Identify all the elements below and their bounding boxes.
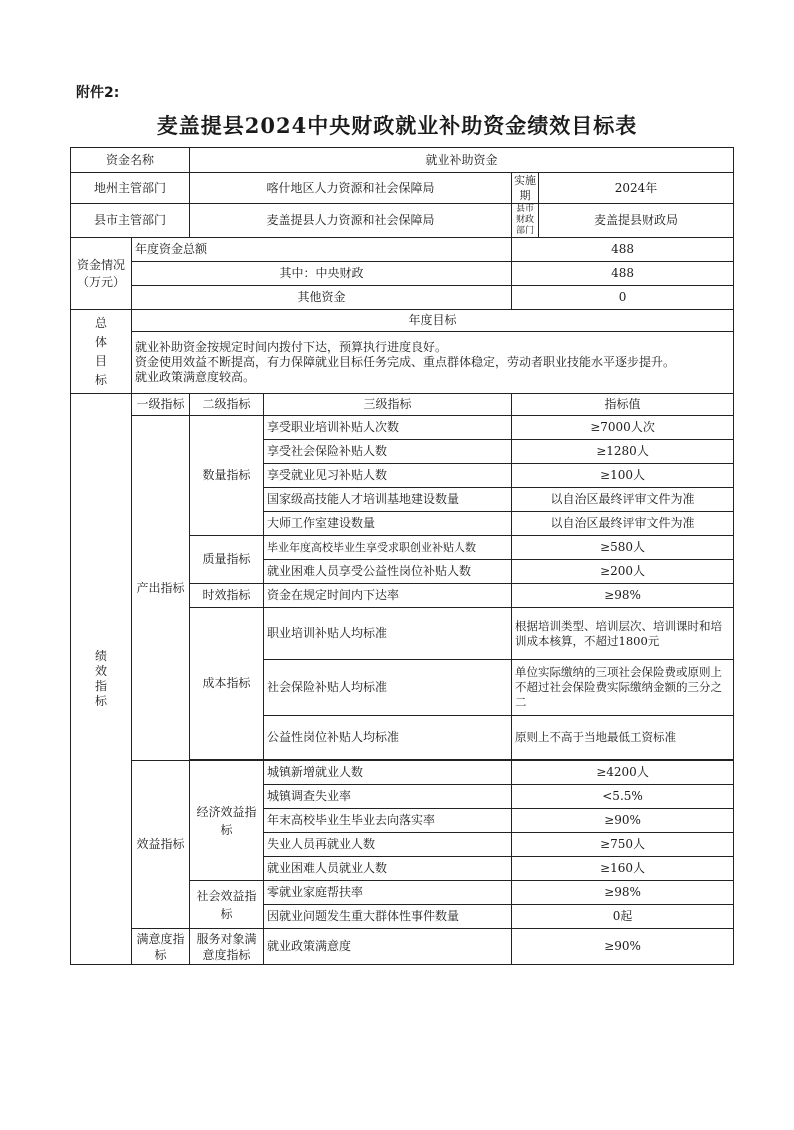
county-dept-value: 麦盖提县人力资源和社会保障局: [190, 204, 512, 238]
indicator-value: 0起: [512, 905, 734, 929]
indicator-value: ≥98%: [512, 584, 734, 608]
indicator-value: ≥98%: [512, 881, 734, 905]
indicator-value: ≥200人: [512, 560, 734, 584]
indicator-value: ≥90%: [512, 929, 734, 965]
indicator-name: 毕业年度高校毕业生享受求职创业补贴人数: [264, 536, 512, 560]
indicator-name: 零就业家庭帮扶率: [264, 881, 512, 905]
output-indicator-label: 产出指标: [132, 416, 190, 761]
indicator-name: 职业培训补贴人均标准: [264, 608, 512, 660]
indicator-value: ≥7000人次: [512, 416, 734, 440]
indicator-value: ≥100人: [512, 464, 734, 488]
header-level3: 三级指标: [264, 394, 512, 416]
header-level2: 二级指标: [190, 394, 264, 416]
fund-name-label: 资金名称: [71, 148, 190, 173]
indicator-value: ≥160人: [512, 857, 734, 881]
fund-total-label: 年度资金总额: [132, 238, 512, 262]
fund-other-label: 其他资金: [132, 286, 512, 310]
quality-indicator-label: 质量指标: [190, 536, 264, 584]
goal-line: 资金使用效益不断提高，有力保障就业目标任务完成、重点群体稳定，劳动者职业技能水平逐步提升。: [135, 355, 676, 369]
satisfaction-indicator-label: 满意度指标: [132, 929, 190, 965]
indicator-value: ≥1280人: [512, 440, 734, 464]
cost-indicator-label: 成本指标: [190, 608, 264, 760]
indicator-value: 单位实际缴纳的三项社会保险费或原则上不超过社会保险费实际缴纳金额的三分之二: [512, 660, 734, 716]
county-finance-label: 县市财政部门: [512, 204, 539, 238]
row-goal-header: [71, 310, 734, 332]
indicator-value: ≥4200人: [512, 761, 734, 785]
period-value: 2024年: [539, 173, 734, 204]
prefecture-dept-value: 喀什地区人力资源和社会保障局: [190, 173, 512, 204]
overall-goal-text: [132, 332, 734, 394]
indicators-section-label: 绩效指标: [71, 394, 132, 965]
row-county-dept: [71, 204, 734, 238]
indicator-name: 因就业问题发生重大群体性事件数量: [264, 905, 512, 929]
header-level1: 一级指标: [132, 394, 190, 416]
indicator-name: 公益性岗位补贴人均标准: [264, 716, 512, 760]
indicator-name: 就业困难人员享受公益性岗位补贴人数: [264, 560, 512, 584]
county-finance-value: 麦盖提县财政局: [539, 204, 734, 238]
indicator-name: 享受社会保险补贴人数: [264, 440, 512, 464]
indicator-value: 以自治区最终评审文件为准: [512, 512, 734, 536]
header-value: 指标值: [512, 394, 734, 416]
quantity-indicator-label: 数量指标: [190, 416, 264, 536]
row-indicator-headers: [71, 394, 734, 416]
table-row: [71, 929, 734, 965]
social-indicator-label: 社会效益指标: [190, 881, 264, 929]
page-title: 麦盖提县2024中央财政就业补助资金绩效目标表: [156, 113, 638, 138]
fund-name-value: 就业补助资金: [190, 148, 734, 173]
indicator-name: 大师工作室建设数量: [264, 512, 512, 536]
benefit-indicator-label: 效益指标: [132, 761, 190, 929]
indicator-value: 原则上不高于当地最低工资标准: [512, 716, 734, 760]
indicator-name: 社会保险补贴人均标准: [264, 660, 512, 716]
indicator-value: 根据培训类型、培训层次、培训课时和培训成本核算，不超过1800元: [512, 608, 734, 660]
row-prefecture-dept: [71, 173, 734, 204]
table-row: [71, 761, 734, 785]
indicator-name: 城镇调查失业率: [264, 785, 512, 809]
funding-label: 资金情况（万元）: [71, 238, 132, 310]
service-satisfaction-label: 服务对象满意度指标: [190, 929, 264, 965]
fund-central-value: 488: [512, 262, 734, 286]
period-label: 实施期: [512, 173, 539, 204]
fund-central-label: 其中：中央财政: [132, 262, 512, 286]
timeliness-indicator-label: 时效指标: [190, 584, 264, 608]
indicator-name: 享受就业见习补贴人数: [264, 464, 512, 488]
fund-other-value: 0: [512, 286, 734, 310]
indicator-name: 年末高校毕业生毕业去向落实率: [264, 809, 512, 833]
table-row: [71, 416, 734, 440]
overall-goal-label: 总体目标: [71, 310, 132, 394]
indicator-name: 国家级高技能人才培训基地建设数量: [264, 488, 512, 512]
indicator-name: 就业政策满意度: [264, 929, 512, 965]
indicator-value: ≥90%: [512, 809, 734, 833]
indicator-value: <5.5%: [512, 785, 734, 809]
goal-line: 就业补助资金按规定时间内拨付下达，预算执行进度良好。: [135, 340, 448, 354]
overall-goal-header: 年度目标: [132, 310, 734, 332]
prefecture-dept-label: 地州主管部门: [71, 173, 190, 204]
performance-table: [70, 147, 734, 965]
indicator-name: 失业人员再就业人数: [264, 833, 512, 857]
county-dept-label: 县市主管部门: [71, 204, 190, 238]
row-fund-total: [71, 238, 734, 262]
row-fund-central: [71, 262, 734, 286]
indicator-name: 资金在规定时间内下达率: [264, 584, 512, 608]
indicator-name: 享受职业培训补贴人次数: [264, 416, 512, 440]
row-goal-text: [71, 332, 734, 394]
indicator-value: 以自治区最终评审文件为准: [512, 488, 734, 512]
indicator-value: ≥750人: [512, 833, 734, 857]
attachment-label: 附件2:: [76, 85, 120, 101]
indicator-value: ≥580人: [512, 536, 734, 560]
goal-line: 就业政策满意度较高。: [135, 370, 256, 384]
row-fund-name: [71, 148, 734, 173]
indicator-name: 城镇新增就业人数: [264, 761, 512, 785]
economic-indicator-label: 经济效益指标: [190, 761, 264, 881]
indicator-name: 就业困难人员就业人数: [264, 857, 512, 881]
fund-total-value: 488: [512, 238, 734, 262]
row-fund-other: [71, 286, 734, 310]
